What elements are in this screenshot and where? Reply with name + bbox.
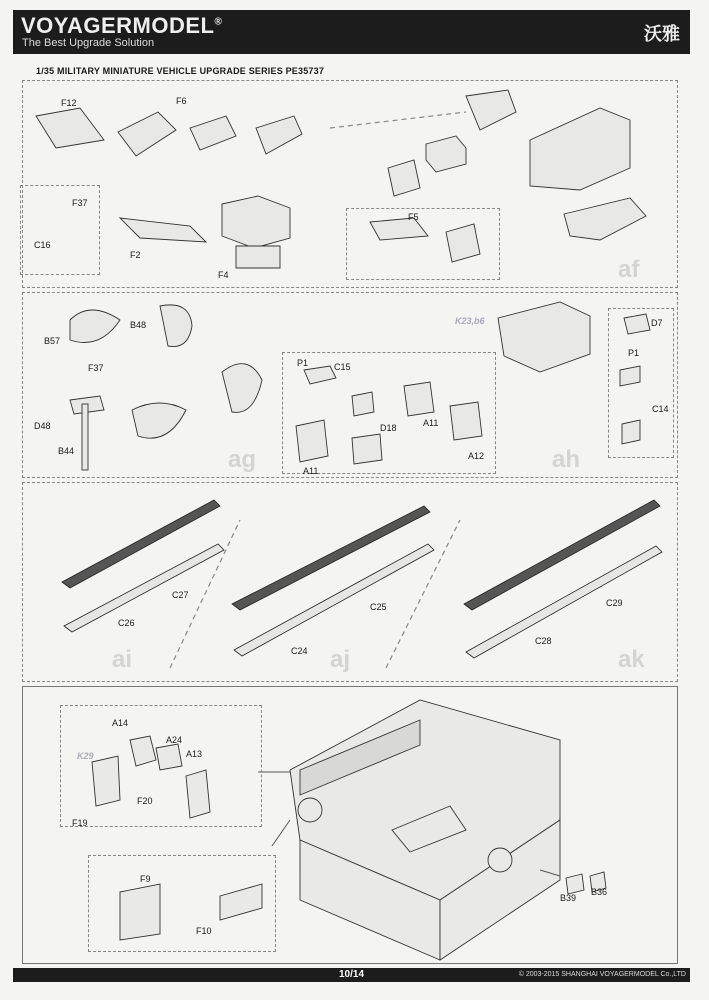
label-f6: F6 [176,96,187,106]
label-a11: A11 [423,418,439,428]
label-b44: B44 [58,446,75,456]
label-c28: C28 [535,636,552,646]
label-p1-b: P1 [628,348,640,358]
label-c27: C27 [172,590,189,600]
registered-mark: ® [214,16,223,28]
step-tag-aj: aj [330,646,351,673]
label-b39: B39 [560,893,577,903]
label-c26: C26 [118,618,135,628]
step-tag-ak: ak [618,646,645,673]
series-title: 1/35 MILITARY MINIATURE VEHICLE UPGRADE SERIES PE35737 [36,66,325,76]
label-b57: B57 [44,336,61,346]
label-f12: F12 [61,98,77,108]
label-b48: B48 [130,320,147,330]
label-f2: F2 [130,250,141,260]
label-c16: C16 [34,240,51,250]
label-d7: D7 [651,318,663,328]
kit-ref-final: K29 [77,751,94,761]
label-f10: F10 [196,926,212,936]
label-c25: C25 [370,602,387,612]
label-d48: D48 [34,421,51,431]
label-f4: F4 [218,270,229,280]
label-b36: B36 [591,887,608,897]
label-f9: F9 [140,874,151,884]
footer-bar [13,968,690,982]
label-f37-ag: F37 [88,363,104,373]
step-tag-ag: ag [228,446,257,473]
tagline: The Best Upgrade Solution [22,37,155,49]
label-a24: A24 [166,735,183,745]
kit-ref-ah: K23,b6 [455,316,485,326]
label-c14: C14 [652,404,669,414]
label-f19: F19 [72,818,88,828]
label-a13: A13 [186,749,203,759]
label-f5: F5 [408,212,419,222]
label-f20: F20 [137,796,153,806]
label-a12: A12 [468,451,485,461]
label-a11-b: A11 [303,466,319,476]
label-p1: P1 [297,358,309,368]
page-number: 10/14 [338,969,365,980]
label-c29: C29 [606,598,623,608]
label-f37: F37 [72,198,88,208]
copyright: © 2003-2015 SHANGHAI VOYAGERMODEL Co.,LTD [518,971,686,978]
chinese-brand: 沃雅 [644,24,680,44]
label-c15: C15 [334,362,351,372]
brand-name: VOYAGERMODEL [21,13,215,38]
step-tag-ai: ai [112,646,133,673]
step-tag-af: af [618,256,640,283]
step-tag-ah: ah [552,446,581,473]
label-a14: A14 [112,718,129,728]
label-d18: D18 [380,423,397,433]
label-c24: C24 [291,646,308,656]
